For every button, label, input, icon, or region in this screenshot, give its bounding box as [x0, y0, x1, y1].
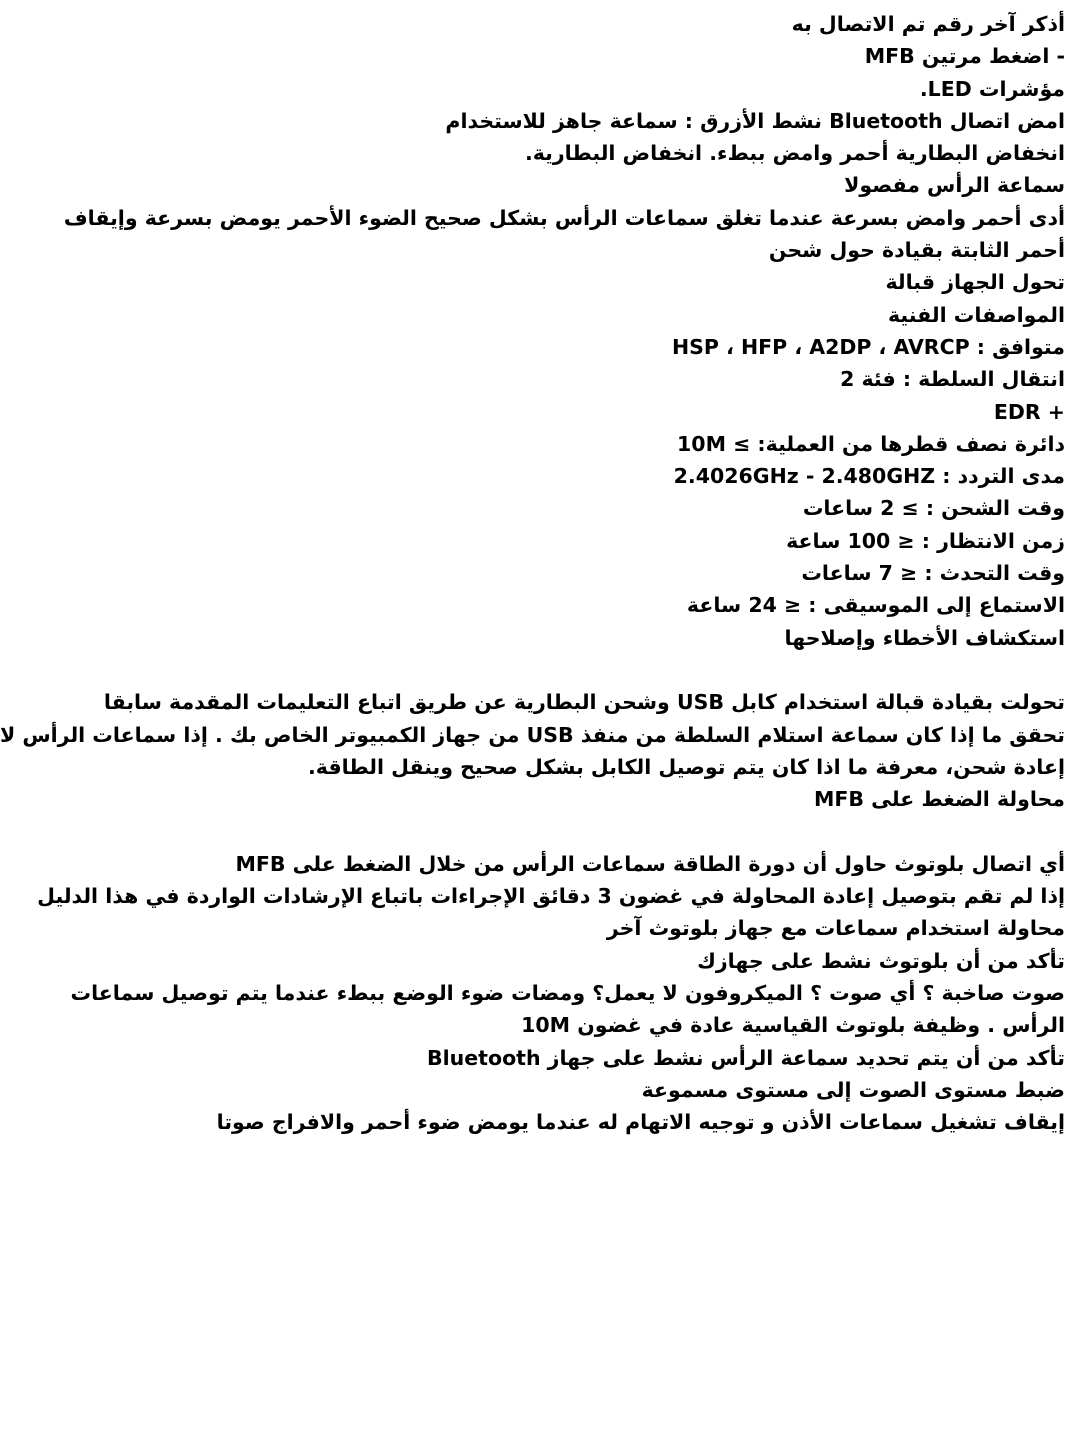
- usage-line: تحول الجهاز قبالة: [885, 270, 1065, 295]
- charging-line: إعادة شحن، معرفة ما اذا كان يتم توصيل الكابل بشكل صحيح وينقل الطاقة.: [307, 754, 1065, 779]
- spec-line: الاستماع إلى الموسيقى : ≤ 24 ساعة: [686, 593, 1065, 618]
- bluetooth-line: الرأس . وظيفة بلوتوث القياسية عادة في غضون 10M: [521, 1013, 1065, 1038]
- spec-line: وقت الشحن : ≥ 2 ساعات: [802, 496, 1065, 521]
- paragraph-spacer: [131, 654, 1065, 686]
- usage-line: امض اتصال Bluetooth نشط الأزرق : سماعة جاهز للاستخدام: [445, 108, 1065, 133]
- usage-line: أدى أحمر وامض بسرعة عندما تغلق سماعات الرأس بشكل صحيح الضوء الأحمر يومض بسرعة وإيقاف: [63, 205, 1065, 230]
- charging-line: محاولة الضغط على MFB: [813, 787, 1065, 812]
- spec-line: متوافق : HSP ، HFP ، A2DP ، AVRCP: [671, 334, 1065, 359]
- charging-line: تحقق ما إذا كان سماعة استلام السلطة من منفذ USB من جهاز الكمبيوتر الخاص بك . إذا سماعات الرأس لا: [0, 722, 1065, 747]
- bluetooth-line: إذا لم تقم بتوصيل إعادة المحاولة في غضون 3 دقائق الإجراءات باتباع الإرشادات الواردة في هذا الدليل: [37, 884, 1065, 909]
- bluetooth-line: تأكد من أن بلوتوث نشط على جهازك: [697, 948, 1065, 973]
- specs-heading: المواصفات الفنية: [888, 302, 1065, 327]
- spec-line: + EDR: [993, 399, 1065, 424]
- usage-line: مؤشرات LED.: [919, 76, 1065, 101]
- paragraph-spacer: [131, 815, 1065, 847]
- usage-line: سماعة الرأس مفصولا: [844, 173, 1065, 198]
- spec-line: وقت التحدث : ≤ 7 ساعات: [801, 561, 1065, 586]
- bluetooth-line: تأكد من أن يتم تحديد سماعة الرأس نشط على جهاز Bluetooth: [427, 1045, 1065, 1070]
- usage-line: أذكر آخر رقم تم الاتصال به: [791, 12, 1065, 36]
- spec-line: مدى التردد : 2.4026GHz - 2.480GHZ: [673, 464, 1065, 489]
- bluetooth-line: ضبط مستوى الصوت إلى مستوى مسموعة: [641, 1077, 1065, 1102]
- usage-line: أحمر الثابتة بقيادة حول شحن: [768, 238, 1065, 263]
- usage-line: انخفاض البطارية أحمر وامض ببطء. انخفاض البطارية.: [524, 141, 1065, 166]
- bluetooth-line: صوت صاخبة ؟ أي صوت ؟ الميكروفون لا يعمل؟ ومضات ضوء الوضع ببطء عندما يتم توصيل سماعات: [70, 980, 1065, 1005]
- usage-line: - اضغط مرتين MFB: [864, 44, 1065, 69]
- bluetooth-line: محاولة استخدام سماعات مع جهاز بلوتوث آخر: [606, 916, 1065, 941]
- troubleshooting-heading: استكشاف الأخطاء وإصلاحها: [784, 625, 1065, 650]
- spec-line: انتقال السلطة : فئة 2: [840, 367, 1065, 392]
- spec-line: زمن الانتظار : ≤ 100 ساعة: [786, 528, 1065, 553]
- spec-line: دائرة نصف قطرها من العملية: ≥ 10M: [677, 431, 1065, 456]
- bluetooth-line: إيقاف تشغيل سماعات الأذن و توجيه الاتهام له عندما يومض ضوء أحمر والافراج صوتا: [216, 1110, 1065, 1135]
- charging-line: تحولت بقيادة قبالة استخدام كابل USB وشحن البطارية عن طريق اتباع التعليمات المقدمة سابقا: [103, 690, 1065, 715]
- manual-page: [0, 8, 1065, 1138]
- bluetooth-line: أي اتصال بلوتوث حاول أن دورة الطاقة سماعات الرأس من خلال الضغط على MFB: [235, 851, 1065, 876]
